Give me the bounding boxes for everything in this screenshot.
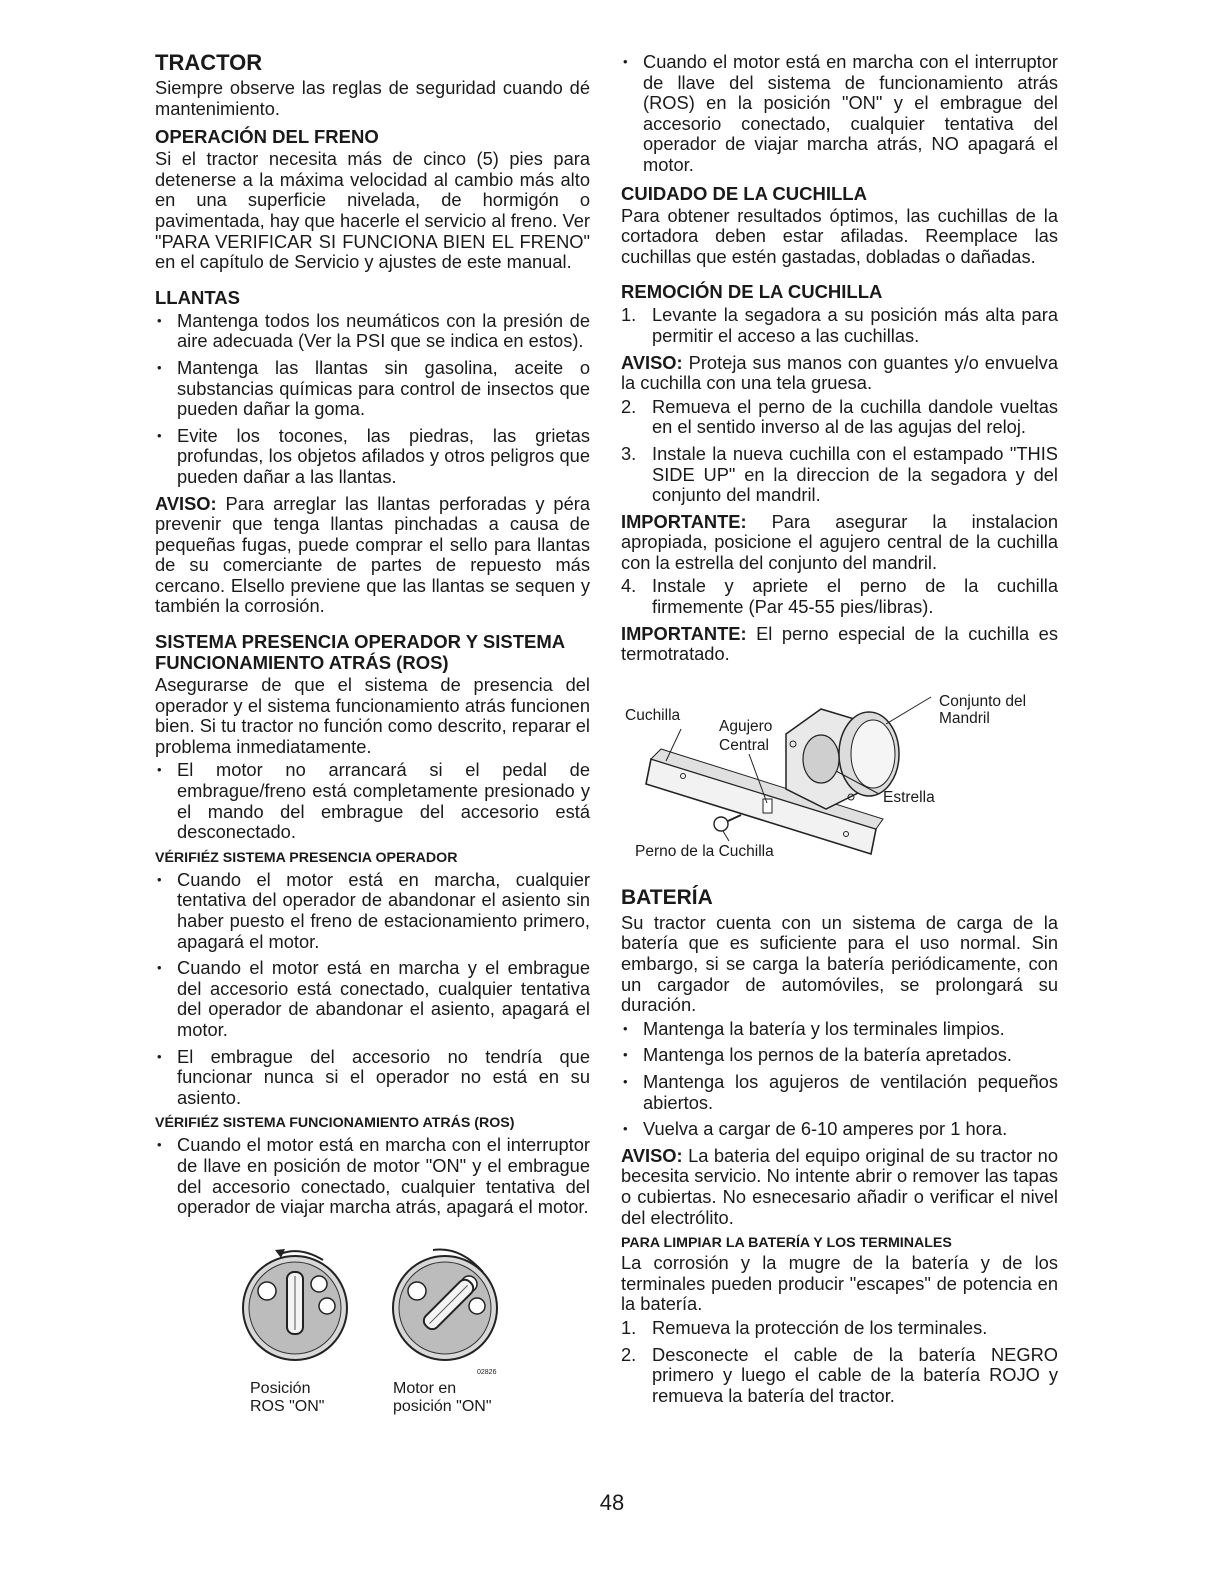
- ros-heading: SISTEMA PRESENCIA OPERADOR Y SISTEMA FUNCIONAMIENTO ATRÁS (ROS): [155, 631, 565, 674]
- bateria-list: [621, 1019, 1058, 1140]
- importante-label: IMPORTANTE:: [621, 510, 747, 532]
- ros-position-caption: Posición ROS "ON": [250, 1379, 325, 1415]
- list-item: [621, 397, 1058, 438]
- remocion-step1: [621, 305, 1058, 346]
- ros-list: [155, 760, 590, 842]
- importante-text: El perno especial de la cuchilla es termotratado.: [621, 622, 1058, 665]
- aviso-text: Proteja sus manos con guantes y/o envuelva la cuchilla con una tela gruesa.: [621, 351, 1058, 394]
- cuchilla-label: Cuchilla: [625, 706, 681, 724]
- list-item: • Mantenga las llantas sin gasolina, aceite o substancias químicas para control de insectos que pueden dañar la goma.: [155, 358, 590, 420]
- page-number: 48: [599, 1490, 625, 1515]
- tractor-heading: TRACTOR: [155, 50, 263, 75]
- motor-on-caption: Motor en posición "ON": [393, 1379, 492, 1415]
- limpiar-heading: PARA LIMPIAR LA BATERÍA Y LOS TERMINALES: [621, 1235, 952, 1252]
- list-item: • Vuelva a cargar de 6-10 amperes por 1 hora.: [621, 1119, 1058, 1140]
- importante-label: IMPORTANTE:: [621, 622, 747, 644]
- aviso-text: Para arreglar las llantas perforadas y péra prevenir que tenga llantas pinchadas a causa de pequeñas fugas, puede comprar el sello para llantas de su comerciante de partes de repuesto más cercano. Elsello previene que las llantas se sequen y también la corrosión.: [155, 492, 590, 617]
- list-item: • Mantenga la batería y los terminales limpios.: [621, 1019, 1058, 1040]
- step-text: Remueva la protección de los terminales.: [652, 1316, 988, 1338]
- importante-1: [621, 512, 1058, 574]
- figure-code: 02826: [477, 1368, 497, 1376]
- aviso-label: AVISO:: [621, 351, 683, 373]
- ros-continued-list: [621, 52, 1058, 176]
- list-item: • Mantenga todos los neumáticos con la presión de aire adecuada (Ver la PSI que se indica en estos).: [155, 311, 590, 352]
- estrella-label: Estrella: [883, 788, 935, 806]
- agujero-central-label: Agujero Central: [719, 717, 773, 754]
- cuidado-heading: CUIDADO DE LA CUCHILLA: [621, 182, 867, 204]
- verif-presencia-heading: VÉRIFIÉZ SISTEMA PRESENCIA OPERADOR: [155, 849, 458, 866]
- step-text: Instale y apriete el perno de la cuchilla firmemente (Par 45-55 pies/libras).: [652, 575, 1058, 618]
- list-item: [621, 444, 1058, 506]
- limpiar-steps: [621, 1318, 1058, 1406]
- list-item: • Cuando el motor está en marcha y el embrague del accesorio está conectado, cualquier tentativa del operador de abandonar el asiento, apagará el motor.: [155, 958, 590, 1040]
- list-item: [621, 1345, 1058, 1407]
- list-item: • El motor no arrancará si el pedal de embrague/freno está completamente presionado y el mando del embrague del accesorio está desconectado.: [155, 760, 590, 842]
- perno-cuchilla-label: Perno de la Cuchilla: [635, 842, 774, 860]
- cuidado-paragraph: Para obtener resultados óptimos, las cuchillas de la cortadora deben estar afiladas. Reemplace las cuchillas que estén gastadas, dobladas o dañadas.: [621, 204, 1058, 267]
- step-number: 2.: [621, 1343, 637, 1365]
- step-text: Levante la segadora a su posición más alta para permitir el acceso a las cuchillas.: [652, 304, 1058, 346]
- limpiar-paragraph: La corrosión y la mugre de la batería y de los terminales pueden producir "escapes" de potencia en la batería.: [621, 1252, 1058, 1315]
- motor-on-key-icon: [375, 1236, 515, 1376]
- aviso-label: AVISO:: [155, 492, 217, 514]
- ros-position-key-icon: [225, 1236, 365, 1376]
- remocion-aviso: [621, 353, 1058, 394]
- step-number: 4.: [621, 575, 637, 597]
- importante-2: [621, 624, 1058, 665]
- step-number: 2.: [621, 395, 637, 417]
- step-text: Desconecte el cable de la batería NEGRO primero y luego el cable de la batería ROJO y remueva la batería del tractor.: [652, 1343, 1058, 1406]
- llantas-aviso: [155, 494, 590, 618]
- right-column: [621, 50, 1058, 1412]
- freno-paragraph: Si el tractor necesita más de cinco (5) pies para detenerse a la máxima velocidad al cambio más alto en una superficie nivelada, de hormigón o pavimentada, hay que hacerle el servicio al freno. Ver "PARA VERIFICAR SI FUNCIONA BIEN EL FRENO" en el capítulo de Servicio y ajustes de este manual.: [155, 148, 590, 273]
- step-text: Remueva el perno de la cuchilla dandole vueltas en el sentido inverso al de las agujas del reloj.: [652, 395, 1058, 438]
- list-item: [621, 305, 1058, 346]
- left-column: [155, 50, 590, 1426]
- list-item: • Cuando el motor está en marcha con el interruptor de llave del sistema de funcionamiento atrás (ROS) en la posición "ON" y el embrague del accesorio conectado, cualquier tentativa del operador de viajar marcha atrás, NO apagará el motor.: [621, 52, 1058, 176]
- importante-text: Para asegurar la instalacion apropiada, posicione el agujero central de la cuchilla con la estrella del conjunto del mandril.: [621, 510, 1058, 573]
- list-item: • El embrague del accesorio no tendría que funcionar nunca si el operador no está en su asiento.: [155, 1047, 590, 1109]
- bateria-paragraph: Su tractor cuenta con un sistema de carga de la batería que es suficiente para el uso normal. Sin embargo, si se carga la batería periódicamente, con un cargador de automóviles, se prolongará su duración.: [621, 911, 1058, 1016]
- bateria-heading: BATERÍA: [621, 885, 713, 909]
- verif-presencia-list: [155, 870, 590, 1109]
- list-item: [621, 576, 1058, 617]
- tractor-paragraph: Siempre observe las reglas de seguridad cuando dé mantenimiento.: [155, 77, 590, 119]
- blade-figure: [621, 679, 1058, 879]
- remocion-steps-2-3: [621, 397, 1058, 506]
- step-number: 1.: [621, 1316, 637, 1338]
- step-number: 3.: [621, 442, 637, 464]
- remocion-step4: [621, 576, 1058, 617]
- ignition-key-figure: [155, 1236, 590, 1426]
- remocion-heading: REMOCIÓN DE LA CUCHILLA: [621, 281, 883, 303]
- step-text: Instale la nueva cuchilla con el estampado "THIS SIDE UP" en la direccion de la segadora y del conjunto del mandril.: [652, 442, 1058, 506]
- verif-ros-heading: VÉRIFIÉZ SISTEMA FUNCIONAMIENTO ATRÁS (ROS): [155, 1115, 515, 1132]
- list-item: [621, 1318, 1058, 1339]
- llantas-heading: LLANTAS: [155, 286, 240, 308]
- bateria-aviso: [621, 1146, 1058, 1228]
- aviso-label: AVISO:: [621, 1144, 683, 1166]
- aviso-text: La bateria del equipo original de su tractor no becesita servicio. No intente abrir o remover las tapas o cubiertas. No esnecesario añadir o verificar el nivel del electrólito.: [621, 1144, 1058, 1228]
- step-number: 1.: [621, 304, 637, 326]
- list-item: • Mantenga los agujeros de ventilación pequeños abiertos.: [621, 1072, 1058, 1113]
- conjunto-mandril-label: Conjunto del Mandril: [939, 692, 1027, 727]
- ros-paragraph: Asegurarse de que el sistema de presencia del operador y el sistema funcionamiento atrás funcionen bien. Si tu tractor no función como descrito, reparar el problema inmediatamente.: [155, 674, 590, 757]
- list-item: • Cuando el motor está en marcha con el interruptor de llave en posición de motor "ON" y el embrague del accesorio conectado, cualquier tentativa del operador de viajar marcha atrás, apagará el motor.: [155, 1135, 590, 1217]
- list-item: • Evite los tocones, las piedras, las grietas profundas, los objetos afilados y otros peligros que pueden dañar a las llantas.: [155, 426, 590, 488]
- list-item: • Mantenga los pernos de la batería apretados.: [621, 1045, 1058, 1066]
- list-item: • Cuando el motor está en marcha, cualquier tentativa del operador de abandonar el asiento sin haber puesto el freno de estacionamiento primero, apagará el motor.: [155, 870, 590, 952]
- llantas-list: [155, 311, 590, 488]
- freno-heading: OPERACIÓN DEL FRENO: [155, 126, 379, 148]
- verif-ros-list: [155, 1135, 590, 1217]
